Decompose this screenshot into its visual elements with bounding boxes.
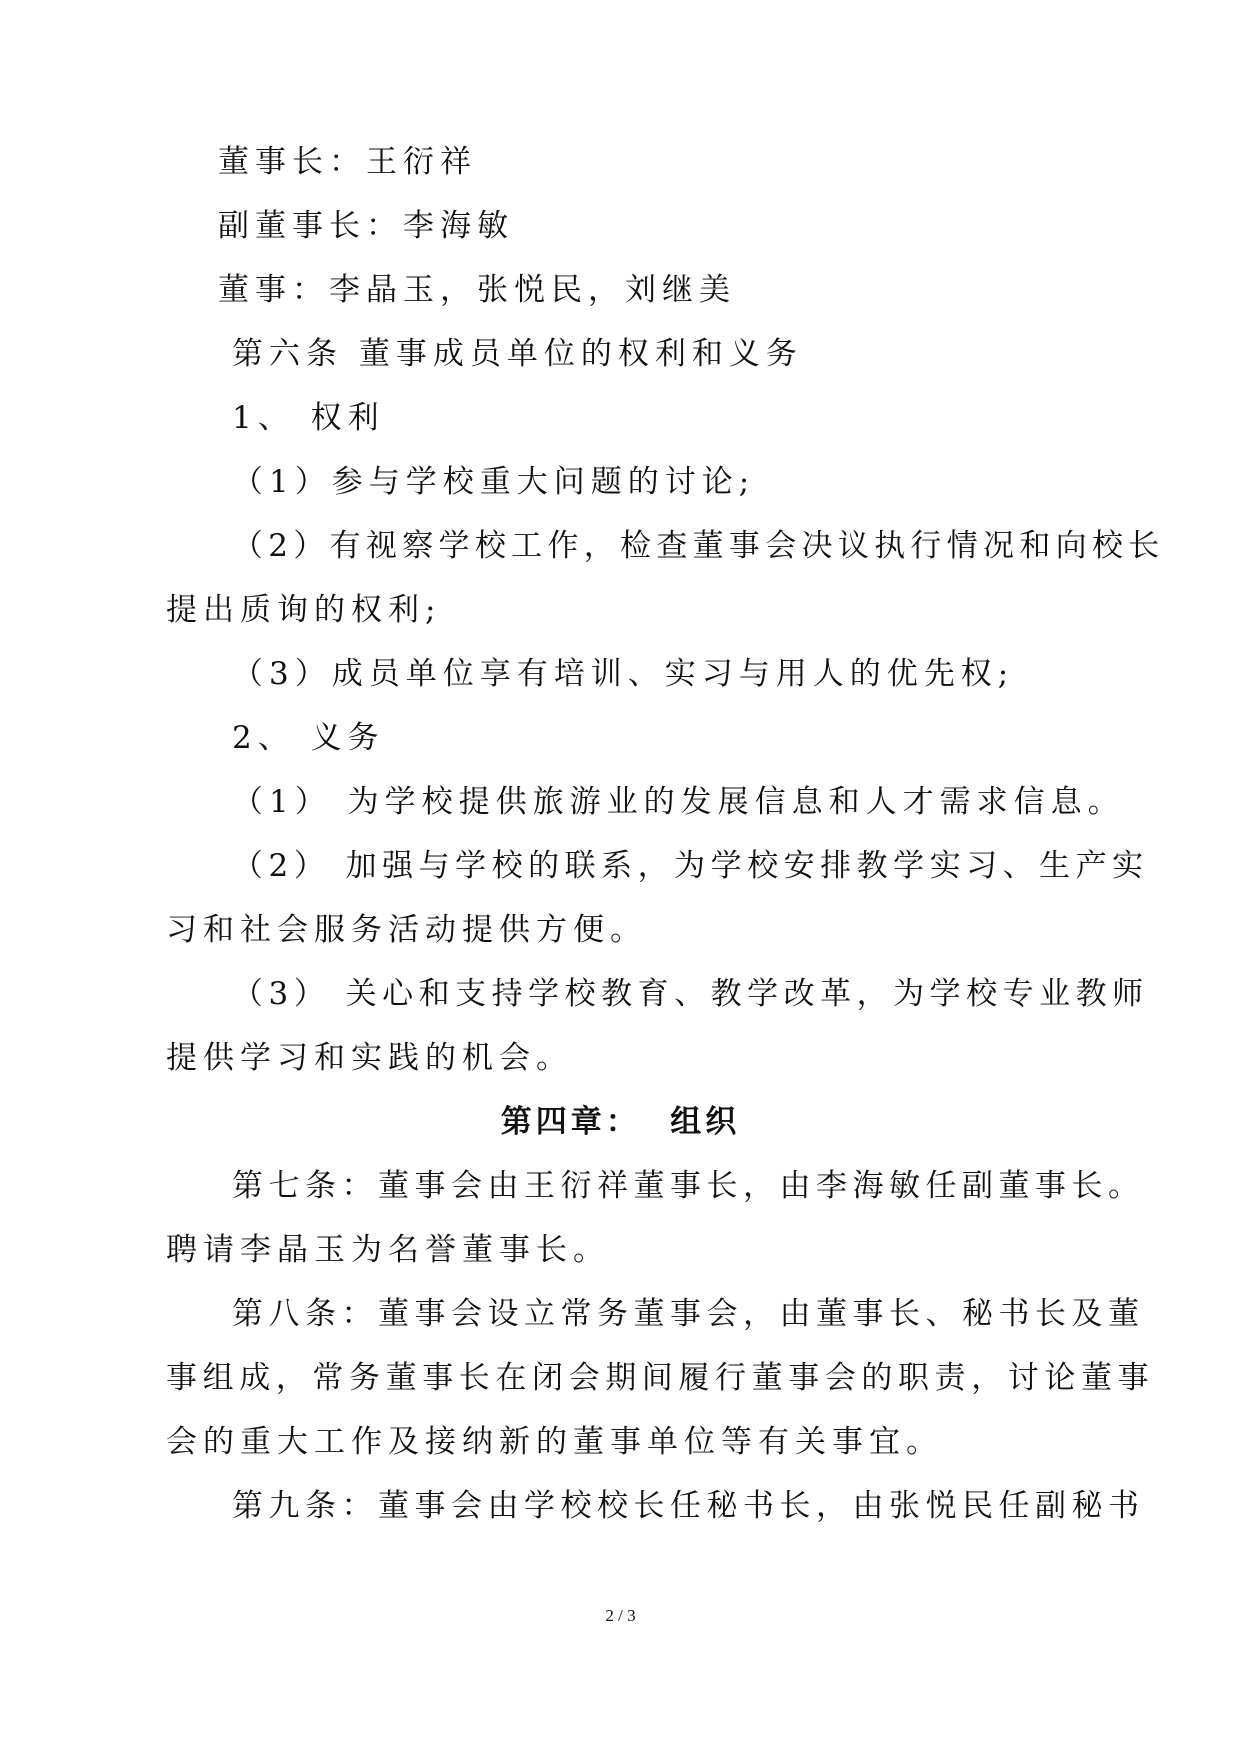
article-6-heading: 第六条 董事成员单位的权利和义务	[232, 336, 803, 372]
duties-item-1: （1） 为学校提供旅游业的发展信息和人才需求信息。	[232, 784, 1125, 820]
article-8-line-3: 会的重大工作及接纳新的董事单位等有关事宜。	[166, 1424, 943, 1460]
article-7-line-2: 聘请李晶玉为名誉董事长。	[166, 1232, 610, 1268]
chairman-line: 董事长：王衍祥	[218, 144, 477, 180]
article-9-line-1: 第九条：董事会由学校校长任秘书长，由张悦民任副秘书	[232, 1488, 1145, 1524]
rights-heading: 1、 权利	[232, 400, 385, 436]
rights-item-2-cont: 提出质询的权利;	[166, 592, 442, 628]
duties-heading: 2、 义务	[232, 720, 385, 756]
duties-item-2-cont: 习和社会服务活动提供方便。	[166, 912, 647, 948]
vice-chairman-line: 副董事长：李海敏	[218, 208, 514, 244]
duties-item-2: （2） 加强与学校的联系，为学校安排教学实习、生产实	[232, 848, 1149, 884]
duties-item-3-cont: 提供学习和实践的机会。	[166, 1040, 573, 1076]
article-8-line-2: 事组成，常务董事长在闭会期间履行董事会的职责，讨论董事	[166, 1360, 1155, 1396]
article-7-line-1: 第七条：董事会由王衍祥董事长，由李海敏任副董事长。	[232, 1168, 1145, 1204]
rights-item-3: （3）成员单位享有培训、实习与用人的优先权;	[232, 656, 1015, 692]
directors-line: 董事：李晶玉，张悦民，刘继美	[218, 272, 736, 308]
chapter-4-heading: 第四章： 组织	[500, 1104, 741, 1140]
duties-item-3: （3） 关心和支持学校教育、教学改革，为学校专业教师	[232, 976, 1149, 1012]
rights-item-2: （2）有视察学校工作，检查董事会决议执行情况和向校长	[232, 528, 1165, 564]
page-number: 2 / 3	[605, 1606, 636, 1625]
article-8-line-1: 第八条：董事会设立常务董事会，由董事长、秘书长及董	[232, 1296, 1145, 1332]
rights-item-1: （1）参与学校重大问题的讨论;	[232, 464, 756, 500]
